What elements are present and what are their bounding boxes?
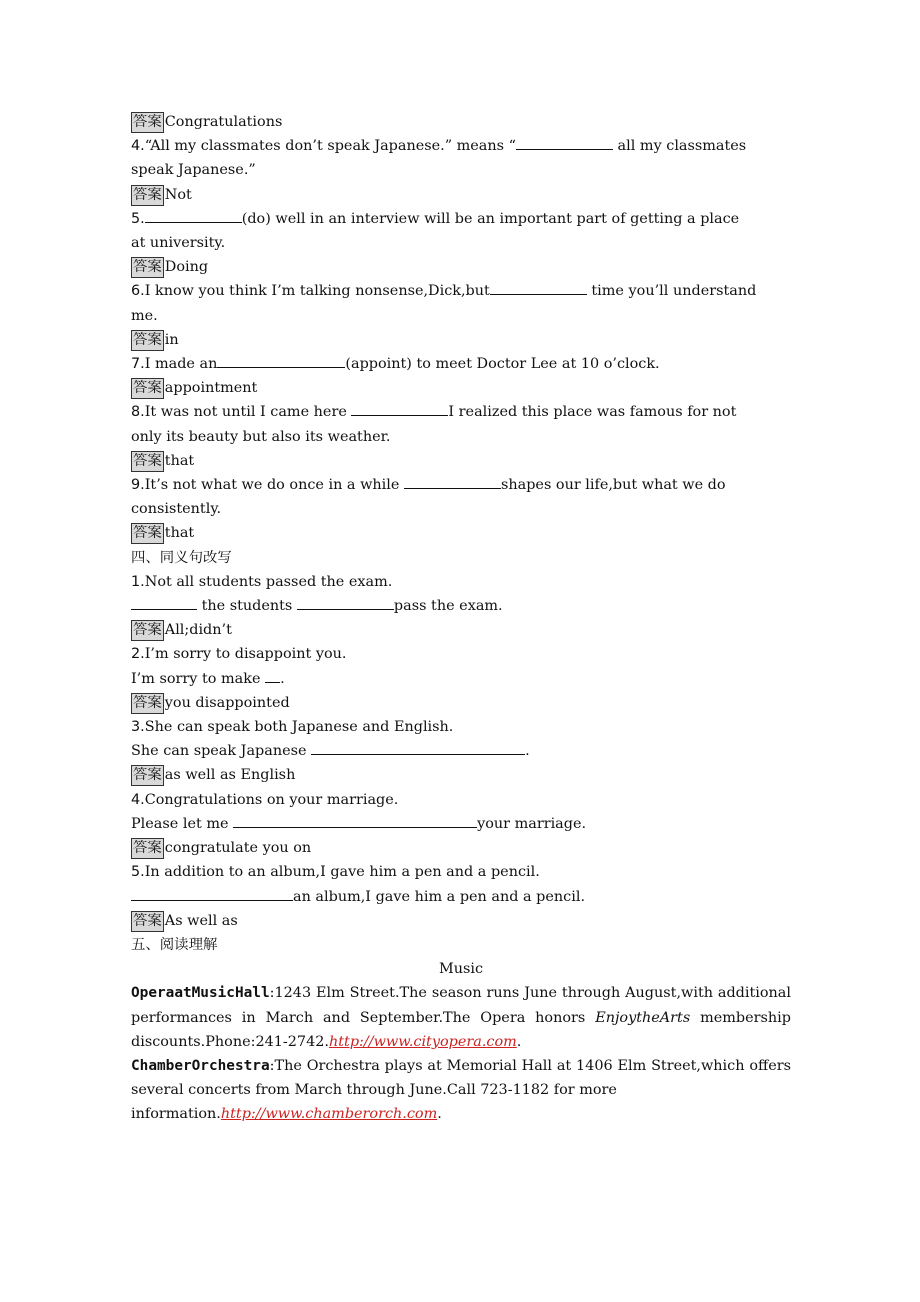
answer-blank[interactable] — [131, 595, 197, 610]
question-6-cont: me. — [131, 307, 158, 324]
answer-tag: 答案 — [131, 330, 164, 351]
section-5-heading: 五、阅读理解 — [131, 936, 218, 953]
rewrite-2-template — [131, 667, 791, 691]
paragraph-text: :The Orchestra plays at Memorial Hall at 1406 Elm Street,which offers several concerts from March through June.Call 723-1182 for more — [131, 1057, 791, 1099]
question-text: In addition to an album,I gave him a pen and a pencil. — [144, 864, 540, 881]
question-text: Not all students passed the exam. — [144, 573, 393, 590]
question-text: I realized this place was famous for not — [448, 404, 737, 421]
chamber-paragraph — [131, 1054, 791, 1102]
answer-text: All;didn’t — [164, 622, 232, 639]
question-number: 9. — [131, 477, 145, 494]
answer-text: Congratulations — [164, 114, 283, 130]
question-text: “All my classmates don’t speak Japanese.” means “ — [144, 138, 516, 155]
answer-text: as well as English — [164, 767, 296, 784]
section-4-heading: 四、同义句改写 — [131, 549, 232, 566]
answer-line — [131, 618, 791, 642]
answer-text: appointment — [164, 380, 258, 397]
answer-text: As well as — [164, 912, 238, 929]
venue-name: ChamberOrchestra — [131, 1057, 270, 1074]
question-text: She can speak Japanese — [131, 743, 312, 760]
question-text: . — [280, 670, 285, 687]
chamber-paragraph-end — [131, 1102, 791, 1126]
question-text: I made an — [144, 356, 218, 373]
paragraph-text: :1243 Elm Street.The season runs June through August,with additional performances in March and September.The Opera honors — [131, 985, 791, 1026]
question-text: shapes our life,but what we do — [500, 477, 726, 494]
question-text: It was not until I came here — [144, 404, 352, 421]
paragraph-text: membership discounts.Phone:241-2742. — [131, 1009, 791, 1050]
answer-tag: 答案 — [131, 838, 164, 859]
passage-title: Music — [438, 961, 484, 978]
answer-tag: 答案 — [131, 378, 164, 399]
chamber-link[interactable]: http://www.chamberorch.com — [220, 1106, 438, 1123]
answer-tag: 答案 — [131, 693, 164, 714]
answer-text: that — [164, 452, 195, 469]
answer-text: Doing — [164, 259, 209, 276]
question-5 — [131, 207, 791, 231]
worksheet-page — [131, 110, 791, 1127]
question-number: 1. — [131, 573, 145, 590]
answer-line — [131, 836, 791, 860]
question-text: your marriage. — [477, 815, 587, 832]
answer-tag: 答案 — [131, 523, 164, 544]
question-text: the students — [197, 598, 297, 615]
answer-text: you disappointed — [164, 694, 290, 711]
answer-line — [131, 328, 791, 352]
question-text: all my classmates — [612, 138, 747, 155]
question-text: (appoint) to meet Doctor Lee at 10 o’clock. — [345, 356, 660, 373]
answer-blank[interactable] — [516, 135, 613, 150]
question-text: . — [525, 743, 530, 760]
answer-line — [131, 110, 791, 134]
answer-text: Not — [164, 186, 192, 203]
answer-blank[interactable] — [490, 280, 587, 295]
question-8 — [131, 400, 791, 424]
answer-line — [131, 691, 791, 715]
answer-blank[interactable] — [145, 208, 242, 223]
answer-tag: 答案 — [131, 911, 164, 932]
answer-blank[interactable] — [265, 668, 280, 683]
question-4 — [131, 134, 791, 158]
answer-blank[interactable] — [404, 474, 501, 489]
question-text: Please let me — [131, 815, 234, 832]
answer-text: that — [164, 525, 195, 542]
question-number: 5. — [131, 210, 145, 227]
question-text: an album,I gave him a pen and a pencil. — [293, 888, 586, 905]
answer-blank[interactable] — [351, 401, 448, 416]
question-9 — [131, 473, 791, 497]
answer-blank[interactable] — [217, 353, 345, 368]
question-text: She can speak both Japanese and English. — [144, 719, 454, 736]
question-text: time you’ll understand — [586, 283, 757, 300]
rewrite-3-question — [131, 715, 791, 739]
question-number: 3. — [131, 719, 145, 736]
answer-line — [131, 376, 791, 400]
answer-blank[interactable] — [311, 740, 525, 755]
paragraph-text: information. — [131, 1106, 221, 1123]
answer-blank[interactable] — [233, 813, 477, 828]
answer-line — [131, 521, 791, 545]
answer-line — [131, 909, 791, 933]
question-number: 4. — [131, 791, 145, 808]
rewrite-2-question — [131, 642, 791, 666]
opera-link[interactable]: http://www.cityopera.com — [328, 1033, 517, 1050]
rewrite-4-template — [131, 812, 791, 836]
question-text: Congratulations on your marriage. — [144, 791, 399, 808]
venue-name: OperaatMusicHall — [131, 985, 270, 1002]
rewrite-1-template — [131, 594, 791, 618]
answer-line — [131, 255, 791, 279]
question-7 — [131, 352, 791, 376]
question-number: 4. — [131, 138, 145, 155]
question-text: I know you think I’m talking nonsense,Dick,but — [144, 283, 490, 300]
answer-tag: 答案 — [131, 765, 164, 786]
paragraph-text: . — [437, 1106, 442, 1123]
question-number: 8. — [131, 404, 145, 421]
question-text: I’m sorry to make — [131, 670, 266, 687]
question-4-cont: speak Japanese.” — [131, 162, 256, 179]
rewrite-1-question — [131, 570, 791, 594]
rewrite-5-question — [131, 860, 791, 884]
question-text: It’s not what we do once in a while — [144, 477, 404, 494]
answer-tag: 答案 — [131, 185, 164, 206]
question-number: 5. — [131, 864, 145, 881]
answer-tag: 答案 — [131, 451, 164, 472]
opera-paragraph — [131, 981, 791, 1054]
question-number: 6. — [131, 283, 145, 300]
answer-tag: 答案 — [131, 112, 164, 133]
question-text: pass the exam. — [393, 598, 503, 615]
question-6 — [131, 279, 791, 303]
question-number: 2. — [131, 646, 145, 663]
answer-line — [131, 449, 791, 473]
question-9-cont: consistently. — [131, 501, 222, 518]
answer-tag: 答案 — [131, 620, 164, 641]
question-text: I’m sorry to disappoint you. — [144, 646, 347, 663]
question-8-cont: only its beauty but also its weather. — [131, 428, 391, 445]
question-5-cont: at university. — [131, 235, 226, 252]
answer-text: congratulate you on — [164, 840, 312, 857]
rewrite-4-question — [131, 788, 791, 812]
question-number: 7. — [131, 356, 145, 373]
paragraph-text: . — [516, 1033, 522, 1050]
answer-text: in — [164, 331, 179, 348]
answer-line — [131, 183, 791, 207]
rewrite-3-template — [131, 739, 791, 763]
answer-line — [131, 763, 791, 787]
answer-blank[interactable] — [131, 886, 293, 901]
question-text: (do) well in an interview will be an important part of getting a place — [241, 210, 740, 227]
answer-tag: 答案 — [131, 257, 164, 278]
rewrite-5-template — [131, 885, 791, 909]
answer-blank[interactable] — [297, 595, 394, 610]
program-name: EnjoytheArts — [595, 1009, 691, 1026]
